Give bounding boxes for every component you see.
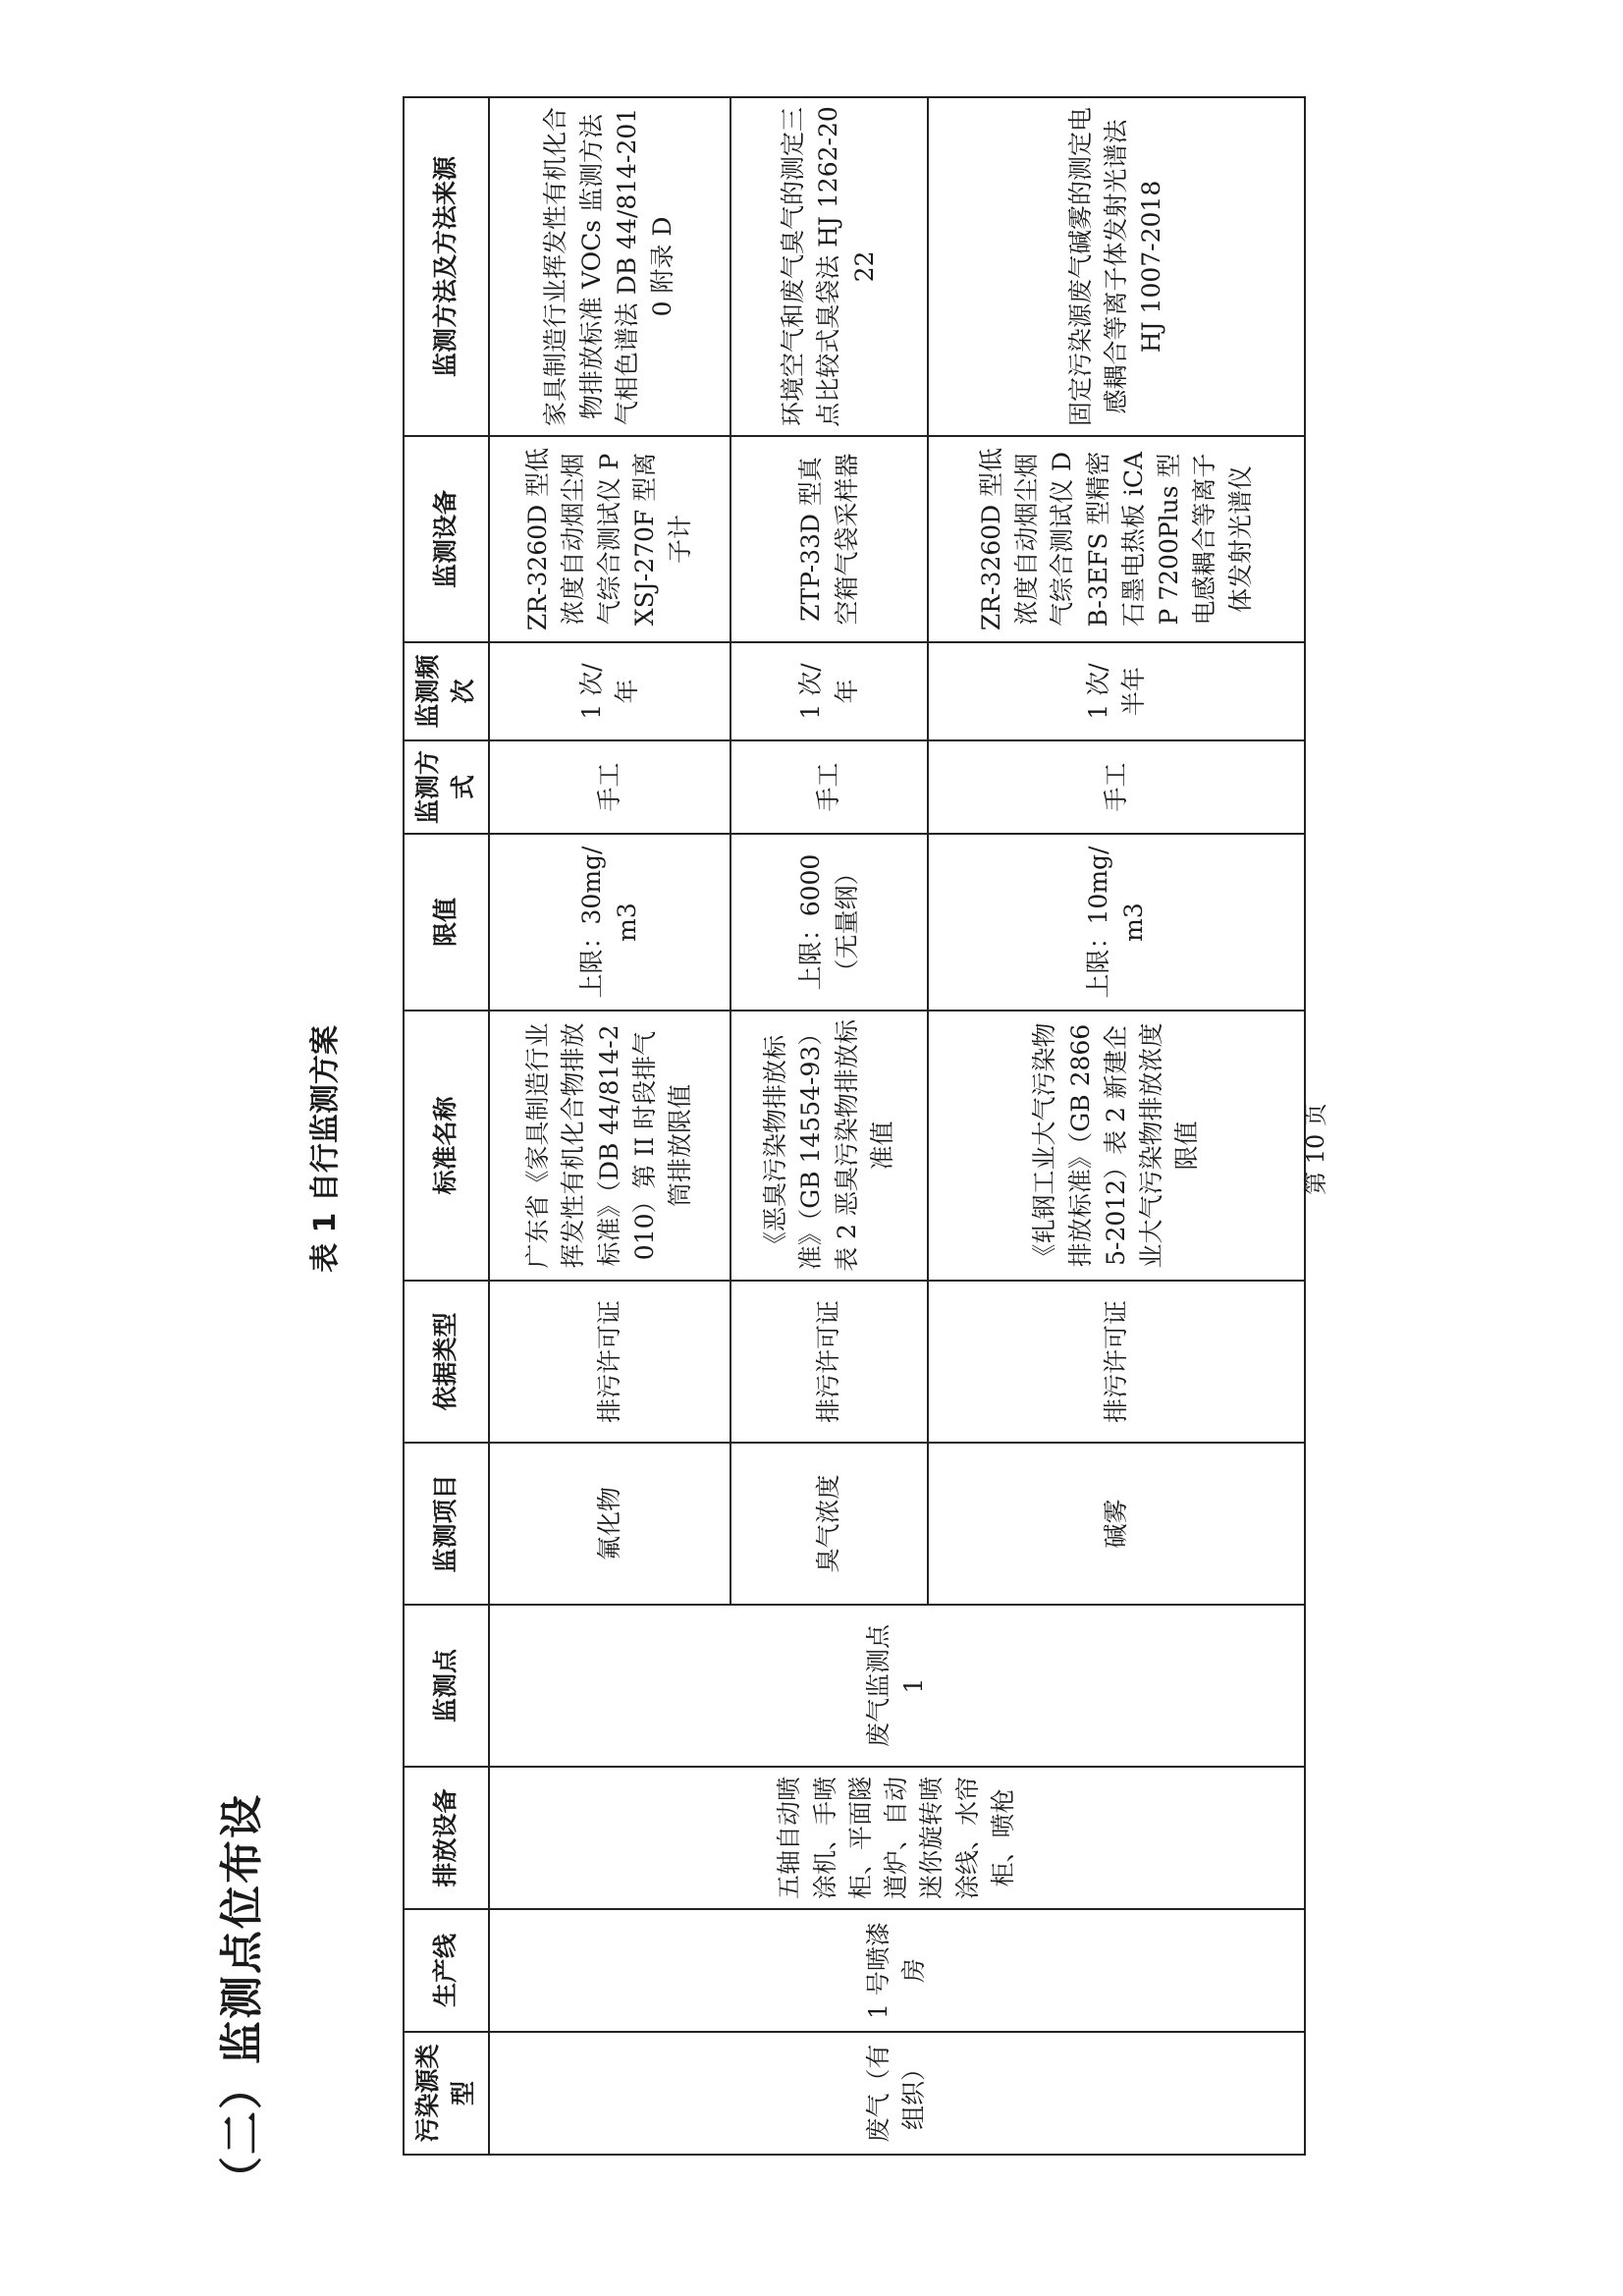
production-line-cell: 1 号喷漆房 [489, 1909, 1306, 2032]
monitoring-mode-cell: 手工 [730, 740, 928, 834]
monitoring-equipment-cell: ZTP-33D 型真空箱气袋采样器 [730, 436, 928, 642]
monitoring-mode-cell: 手工 [489, 740, 731, 834]
monitoring-method-cell: 环境空气和废气臭气的测定三点比较式臭袋法 HJ 1262-2022 [730, 97, 928, 436]
monitoring-frequency-cell: 1 次/年 [489, 642, 731, 740]
monitoring-frequency-cell: 1 次/半年 [928, 642, 1305, 740]
basis-type-cell: 排污许可证 [928, 1281, 1305, 1443]
limit-cell: 上限：6000（无量纲） [730, 834, 928, 1011]
header-cell: 依据类型 [404, 1281, 489, 1443]
rotated-page-content [206, 98, 1345, 2200]
header-cell: 排放设备 [404, 1767, 489, 1909]
basis-type-cell: 排污许可证 [730, 1281, 928, 1443]
monitoring-point-cell: 废气监测点 1 [489, 1605, 1306, 1767]
page-number: 第 10 页 [1302, 1103, 1329, 1195]
monitoring-frequency-cell: 1 次/年 [730, 642, 928, 740]
header-cell: 监测点 [404, 1605, 489, 1767]
monitoring-item-cell: 碱雾 [928, 1443, 1305, 1605]
header-cell: 监测设备 [404, 436, 489, 642]
limit-cell: 上限：30mg/m3 [489, 834, 731, 1011]
section-heading: （二）监测点位布设 [217, 1793, 267, 2200]
emission-equipment-cell: 五轴自动喷涂机、手喷柜、平面隧道炉、自动迷你旋转喷涂线、水帘柜、喷枪 [489, 1767, 1306, 1909]
header-cell: 生产线 [404, 1909, 489, 2032]
basis-type-cell: 排污许可证 [489, 1281, 731, 1443]
standard-name-cell: 《轧钢工业大气污染物排放标准》（GB 28665-2012）表 2 新建企业大气污染物排放浓度限值 [928, 1011, 1305, 1281]
header-cell: 污染源类型 [404, 2032, 489, 2155]
monitoring-mode-cell: 手工 [928, 740, 1305, 834]
monitoring-item-cell: 氟化物 [489, 1443, 731, 1605]
monitoring-method-cell: 家具制造行业挥发性有机化合物排放标准 VOCs 监测方法气相色谱法 DB 44/814-2010 附录 D [489, 97, 731, 436]
standard-name-cell: 《恶臭污染物排放标准》（GB 14554-93）表 2 恶臭污染物排放标准值 [730, 1011, 928, 1281]
header-cell: 限值 [404, 834, 489, 1011]
header-cell: 监测频次 [404, 642, 489, 740]
table-title: 表 1 自行监测方案 [308, 1025, 343, 1273]
header-cell: 监测项目 [404, 1443, 489, 1605]
standard-name-cell: 广东省《家具制造行业挥发性有机化合物排放标准》（DB 44/814-2010）第 II 时段排气筒排放限值 [489, 1011, 731, 1281]
header-cell: 监测方式 [404, 740, 489, 834]
header-cell: 标准名称 [404, 1011, 489, 1281]
table-header-row [404, 97, 489, 2155]
header-cell: 监测方法及方法来源 [404, 97, 489, 436]
limit-cell: 上限：10mg/m3 [928, 834, 1305, 1011]
monitoring-equipment-cell: ZR-3260D 型低浓度自动烟尘烟气综合测试仪 DB-3EFS 型精密石墨电热板 iCAP 7200Plus 型电感耦合等离子体发射光谱仪 [928, 436, 1305, 642]
pollution-source-type-cell: 废气（有组织） [489, 2032, 1306, 2155]
table-row [489, 97, 731, 2155]
monitoring-equipment-cell: ZR-3260D 型低浓度自动烟尘烟气综合测试仪 PXSJ-270F 型离子计 [489, 436, 731, 642]
monitoring-plan-table [403, 96, 1306, 2156]
monitoring-item-cell: 臭气浓度 [730, 1443, 928, 1605]
monitoring-method-cell: 固定污染源废气碱雾的测定电感耦合等离子体发射光谱法 HJ 1007-2018 [928, 97, 1305, 436]
